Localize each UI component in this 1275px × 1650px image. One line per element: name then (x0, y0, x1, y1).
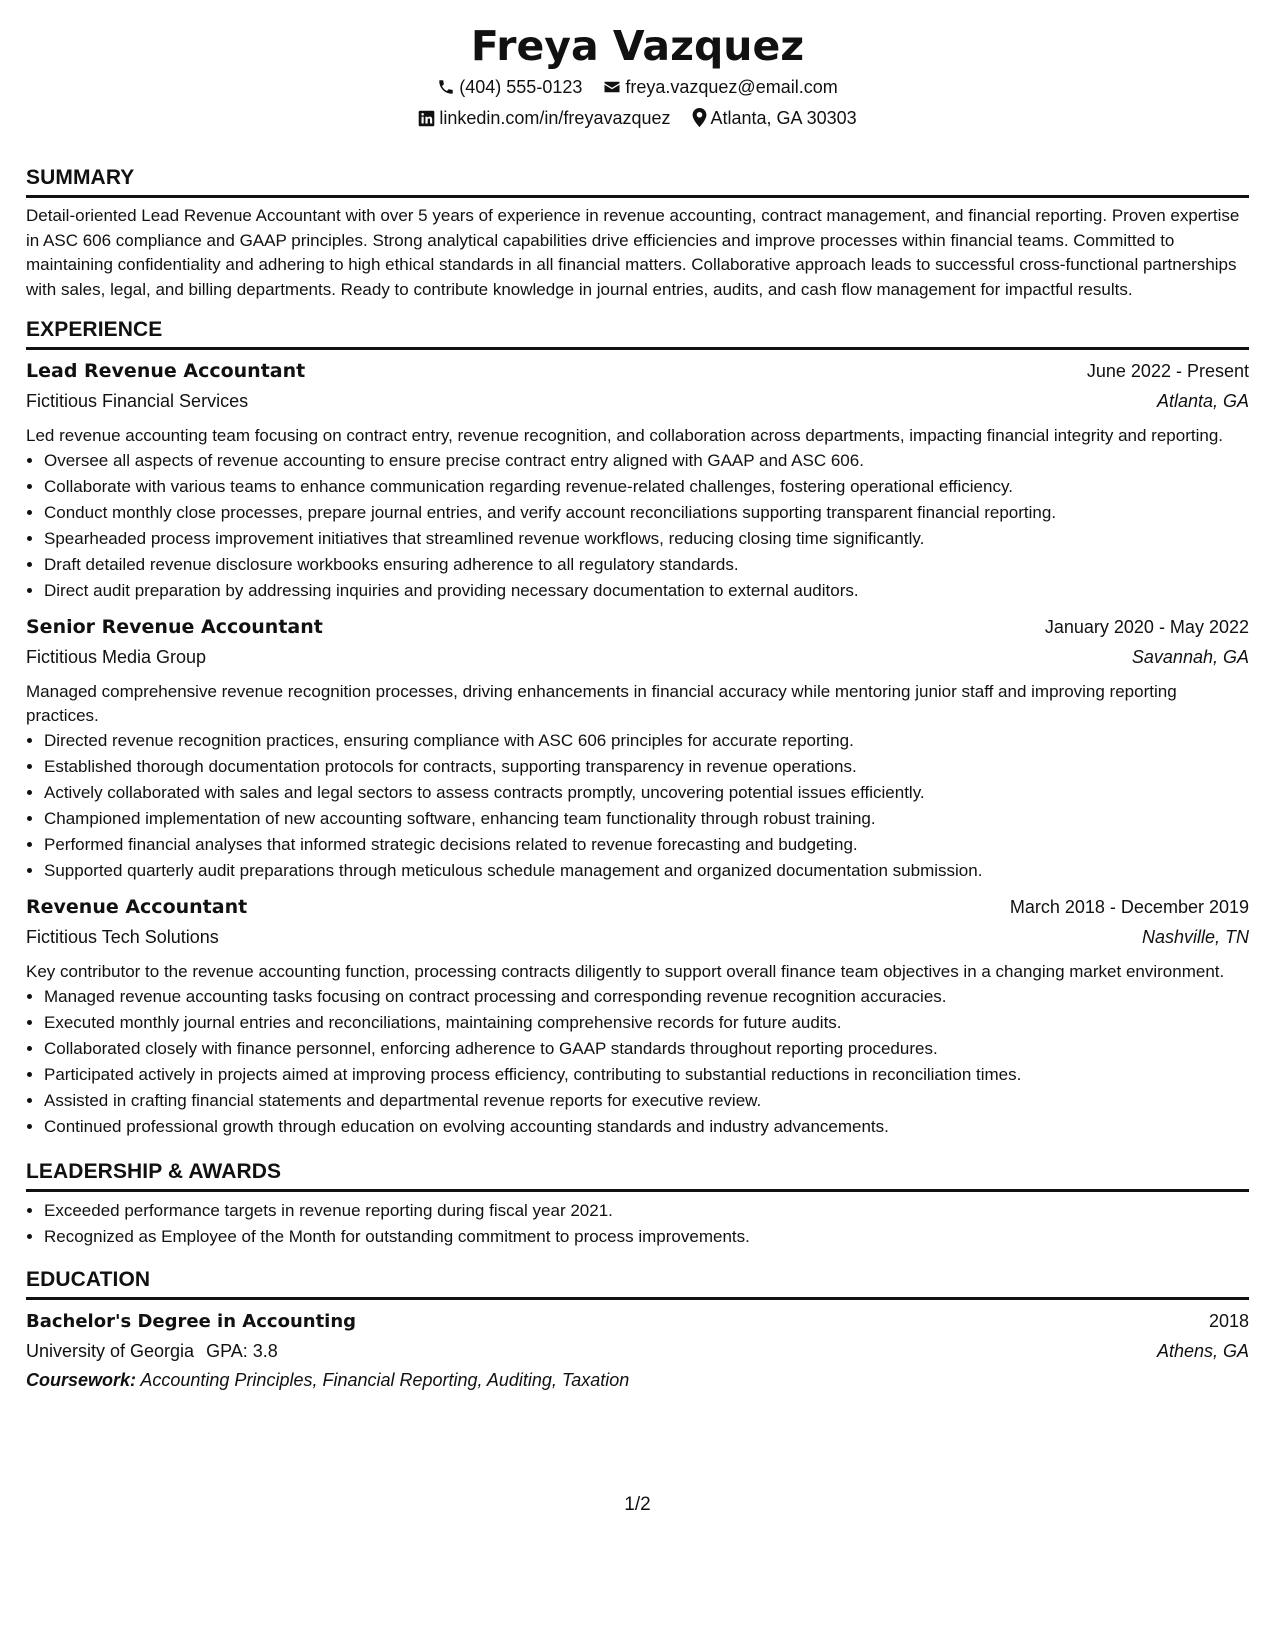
degree-title: Bachelor's Degree in Accounting (26, 1311, 357, 1332)
job-dates: January 2020 - May 2022 (1044, 617, 1249, 637)
linkedin-contact[interactable] (418, 103, 670, 134)
school-line (26, 1337, 278, 1365)
location-text: Atlanta, GA 30303 (710, 108, 857, 128)
linkedin-icon (418, 110, 435, 127)
list-item: • Actively collaborated with sales and legal sectors to assess contracts promptly, uncovering potential issues efficiently. (44, 780, 1249, 806)
list-item: • Managed revenue accounting tasks focusing on contract processing and corresponding revenue recognition accuracies. (44, 984, 1249, 1010)
list-item: • Exceeded performance targets in revenue reporting during fiscal year 2021. (44, 1198, 1249, 1224)
page-number: 1/2 (624, 1494, 651, 1515)
coursework-label: Coursework: (26, 1370, 137, 1390)
linkedin-text[interactable]: linkedin.com/in/freyavazquez (439, 108, 671, 128)
job-entry (26, 892, 1249, 1140)
list-item: • Continued professional growth through education on evolving accounting standards and industry advancements. (44, 1114, 1249, 1140)
job-bullets (26, 448, 1249, 604)
contact-line-1 (26, 72, 1249, 103)
job-description: Led revenue accounting team focusing on contract entry, revenue recognition, and collaboration across departments, impacting financial integrity and reporting. (26, 426, 1223, 445)
coursework-list: Accounting Principles, Financial Reporting, Auditing, Taxation (140, 1370, 630, 1390)
job-location: Nashville, TN (1141, 927, 1249, 947)
gpa: GPA: 3.8 (206, 1341, 278, 1361)
list-item: • Spearheaded process improvement initiatives that streamlined revenue workflows, reducing closing time significantly. (44, 526, 1249, 552)
coursework-line (26, 1365, 1249, 1395)
job-bullets (26, 984, 1249, 1140)
list-item: • Collaborate with various teams to enhance communication regarding revenue-related challenges, fostering operational efficiency. (44, 474, 1249, 500)
summary-section (26, 164, 1249, 302)
job-entry (26, 612, 1249, 884)
job-company: Fictitious Media Group (26, 647, 207, 667)
school-name: University of Georgia (26, 1341, 195, 1361)
job-location: Atlanta, GA (1156, 391, 1249, 411)
job-title: Senior Revenue Accountant (26, 616, 323, 638)
phone-icon (437, 78, 455, 96)
summary-text: Detail-oriented Lead Revenue Accountant with over 5 years of experience in revenue accounting, contract management, and financial reporting. Proven expertise in ASC 606 compliance and GAAP principles. Strong analytical capabilities drive efficiencies and improve processes within financial teams. Committed to maintaining confidentiality and adhering to high ethical standards in all financial matters. Collaborative approach leads to successful cross-functional partnerships with sales, legal, and billing departments. Ready to contribute knowledge in journal entries, audits, and cash flow management for impactful results. (26, 206, 1240, 299)
list-item: • Championed implementation of new accounting software, enhancing team functionality through robust training. (44, 806, 1249, 832)
job-company: Fictitious Financial Services (26, 391, 249, 411)
experience-section (26, 316, 1249, 1140)
list-item: • Draft detailed revenue disclosure workbooks ensuring adherence to all regulatory standards. (44, 552, 1249, 578)
leadership-bullets (26, 1198, 1249, 1250)
resume-page (26, 20, 1249, 1395)
leadership-heading: LEADERSHIP & AWARDS (26, 1158, 1249, 1192)
education-heading: EDUCATION (26, 1266, 1249, 1300)
list-item: • Conduct monthly close processes, prepare journal entries, and verify account reconciliations supporting transparent financial reporting. (44, 500, 1249, 526)
education-section (26, 1266, 1249, 1395)
experience-heading: EXPERIENCE (26, 316, 1249, 350)
graduation-year: 2018 (1208, 1311, 1249, 1331)
job-description: Key contributor to the revenue accounting function, processing contracts diligently to support overall finance team objectives in a changing market environment. (26, 962, 1225, 981)
summary-heading: SUMMARY (26, 164, 1249, 198)
candidate-name: Freya Vazquez (470, 22, 805, 70)
list-item: • Recognized as Employee of the Month for outstanding commitment to process improvements. (44, 1224, 1249, 1250)
job-bullets (26, 728, 1249, 884)
education-entry (26, 1306, 1249, 1395)
map-pin-icon (692, 108, 707, 127)
job-location: Savannah, GA (1131, 647, 1249, 667)
job-dates: March 2018 - December 2019 (1009, 897, 1249, 917)
phone-text: (404) 555-0123 (459, 77, 583, 97)
list-item: • Participated actively in projects aimed at improving process efficiency, contributing to substantial reductions in reconciliation times. (44, 1062, 1249, 1088)
list-item: • Assisted in crafting financial statements and departmental revenue reports for executive review. (44, 1088, 1249, 1114)
list-item: • Established thorough documentation protocols for contracts, supporting transparency in revenue operations. (44, 754, 1249, 780)
phone-contact (437, 72, 582, 103)
list-item: • Performed financial analyses that informed strategic decisions related to revenue forecasting and budgeting. (44, 832, 1249, 858)
job-description: Managed comprehensive revenue recognition processes, driving enhancements in financial accuracy while mentoring junior staff and improving reporting practices. (26, 682, 1177, 725)
location-contact (692, 103, 857, 134)
list-item: • Supported quarterly audit preparations through meticulous schedule management and organized documentation submission. (44, 858, 1249, 884)
email-text[interactable]: freya.vazquez@email.com (625, 77, 838, 97)
job-dates: June 2022 - Present (1086, 361, 1249, 381)
email-contact[interactable] (603, 72, 837, 103)
school-location: Athens, GA (1156, 1341, 1249, 1361)
job-entry (26, 356, 1249, 604)
list-item: • Collaborated closely with finance personnel, enforcing adherence to GAAP standards throughout reporting procedures. (44, 1036, 1249, 1062)
list-item: • Direct audit preparation by addressing inquiries and providing necessary documentation to external auditors. (44, 578, 1249, 604)
list-item: • Executed monthly journal entries and reconciliations, maintaining comprehensive records for future audits. (44, 1010, 1249, 1036)
contact-line-2 (26, 103, 1249, 134)
leadership-section (26, 1158, 1249, 1250)
job-company: Fictitious Tech Solutions (26, 927, 219, 947)
job-title: Revenue Accountant (26, 896, 248, 918)
list-item: • Oversee all aspects of revenue accounting to ensure precise contract entry aligned with GAAP and ASC 606. (44, 448, 1249, 474)
envelope-icon (603, 78, 621, 96)
list-item: • Directed revenue recognition practices, ensuring compliance with ASC 606 principles for accurate reporting. (44, 728, 1249, 754)
job-title: Lead Revenue Accountant (26, 360, 306, 382)
